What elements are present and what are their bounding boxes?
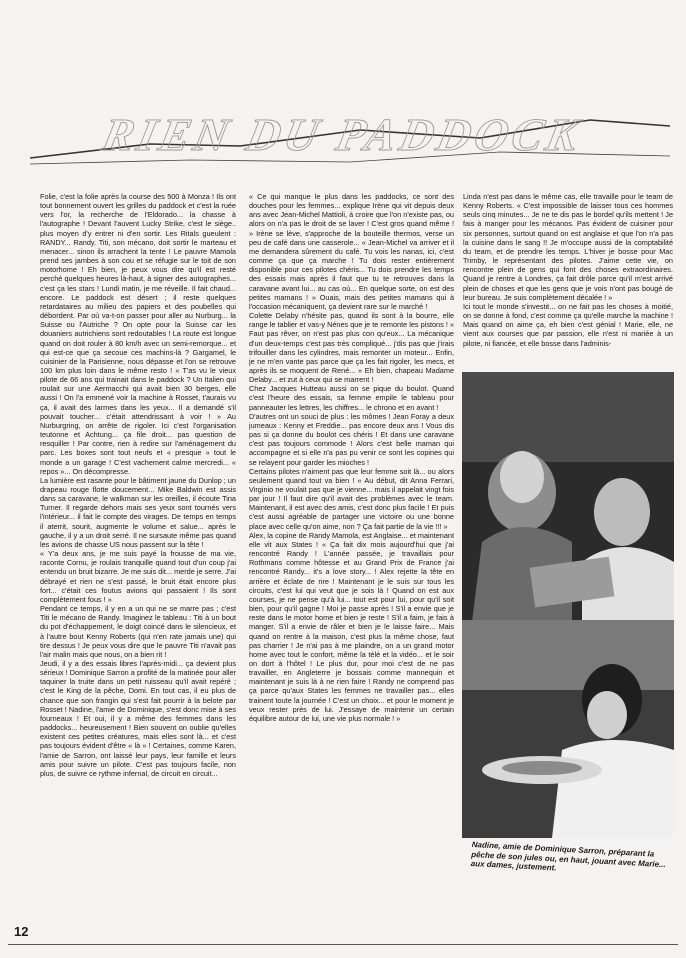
article-column-2 bbox=[249, 192, 454, 930]
paragraph: Folie, c'est la folie après la course des 500 à Monza ! Ils ont tout bonnement ouvert les grilles du paddock et c'est la ruée vers l'or, la recherche de l'Eldorado... la chasse à l'autographe ! Devant l'auvent Lucky Strike, c'est le siège.. plus moyen d'y entrer ni d'en sortir. Les Ritals gueulent : RANDY... Randy. Titi, son mécano, doit sortir le marteau et menacer... sinon ils arrachent la tente ! Le pauvre Mamola prend ses jambes à son cou et se réfugie sur le toit de son motorhome ! Eh bien, je peux vous dire qu'il est resté perché quelques heures là-haut, à signer des autographes... c'est ça les stars ! Lundi matin, je me réveille. Il fait chaud... encore. Le paddock est désert ; il reste quelques retardataires au milieu des papiers et des poubelles qui débordent. Par où va-t-on passer pour aller au Nurburg... la Suisse ou l'Autriche ? On opte pour la Suisse car les douaniers autrichiens sont redoutables ! La route est longue quand on doit rouler à 80 km/h avec un semi-remorque... et qui est-ce que ça secoue ces machins-là ? Gargamel, le cuisinier de la Parisienne, nous dépasse et l'on se retrouve 100 km plus loin dans le même resto ! « T'as vu le vieux pilote de 66 ans qui trainait dans le paddock ? Un Italien qui roulait sur une Aermacchi qui avait bien 30 berges, elle aussi ! On l'a emmené voir la machine à Rosset, t'aurais vu ça, il avait des larmes dans les yeux... Il a demandé s'il pouvait toucher... c'était attendrissant à voir ! » Au Nurburgring, on arrête de rigoler. Ici c'est l'organisation teutonne et Achtung... ça file droit... pas question de resquiller ! Par contre, rien à redire sur l'aménagement du parc. Les boxes sont tout neufs et « presque » tout le monde a un garage ! C'est vachement calme mercredi... « repos »... On décompresse. bbox=[40, 192, 236, 476]
paragraph: La lumière est rasante pour le bâtiment jaune du Dunlop ; un drapeau rouge flotte doucement... Mike Baldwin est assis dans sa caravane, le walkman sur les oreilles, il écoute Tina Turner. Il regarde dehors mais ses yeux sont tournés vers l'intérieur... il fait le compte des virages. De temps en temps il aterrit, sourit, augmente le volume et salue... après le gauche, il y a un droit serré. Il ne sursaute même pas quand les avions de chasse US nous passent sur la tête ! bbox=[40, 475, 236, 549]
paragraph: Ici tout le monde s'investit... on ne fait pas les choses à moitié, on se donne à fond, c'est comme ça qu'elle marche la machine ! Mais quand on aime ça, eh bien c'est génial ! Marie, elle, ne vient aux courses que par passion, elle n'est ni mariée à un pilote, ni fiancée, et elle bosse dans l'adminis- bbox=[463, 301, 673, 348]
paragraph: Pendant ce temps, il y en a un qui ne se marre pas ; c'est Titi le mécano de Randy. Imaginez le tableau : Titi à un bout du pot d'échappement, le doigt coincé dans le silencieux, et à l'autre bout Kenny Roberts (qui n'en rate jamais une) qui tire dessus ! Je peux vous dire que le pauvre Titi n'avait pas l'air malin mais que nous, on a bien rit ! bbox=[40, 604, 236, 659]
photo-nadine-preparing-fish bbox=[462, 620, 674, 838]
article-column-1 bbox=[40, 192, 236, 930]
paragraph: Alex, la copine de Randy Mamola, est Anglaise... et maintenant elle vit aux States ! « Ça fait dix mois aujourd'hui que j'ai rencontré Randy ! L'année passée, je travaillais pour Rothmans comme hôtesse et au Grand Prix de France j'ai rencontré Randy... it's a love story... ! Alex rejette la tête en arrière et éclate de rire ! Maintenant je le suis sur tous les circuits, c'est lui qui veut que je sois là ! Quand on est aux courses, je ne pense qu'à lui... tout est pour lui, pour qu'il soit bien, pour qu'il gagne ! Moi je passe après ! S'il a envie que je reste dans le motor home et bien je reste ! S'il a faim, je fais à manger. S'il a envie de râler et bien je le laisse faire... Mais quand on rentre à la maison, c'est plus la même chose, faut pas charrier ! Je n'ai pas à me plaindre, on a un grand motor home avec tout le confort, même la télé et la vidéo... et le soir on dort à l'hôtel ! Le plus dur, pour moi c'est de ne pas travailler, en Angleterre je bossais comme mannequin et maintenant je suis là à ne rien faire ! Randy ne comprend pas ça parce qu'aux States les femmes ne travailler pas... elles trainent toute la journée ! C'est un choix... et pour le moment je veux rester près de lui. J'essaye de maintenir un certain équilibre autour de lui, une vie plus normale ! » bbox=[249, 530, 454, 723]
paragraph: D'autres ont un souci de plus : les mômes ! Jean Foray a deux jumeaux : Kenny et Freddie... pas encore deux ans ! Vous dis pas si ça donne du boulot ces chéris ! Et dans une caravane c'est pas toujours commode ! Alors c'est belle maman qui accompagne et si elle n'a pas pu venir ce sont les copines qui se relayent pour garder les mioches ! bbox=[249, 411, 454, 467]
bottom-rule bbox=[8, 944, 678, 945]
paragraph: Colette Delaby n'hésite pas, quand ils sont à la bourre, elle range le tablier et vas-y Nénes que je te remonte les pistons ! » Faut pas rêver, on n'est pas plus con qu'eux... La mécanique d'un deux-temps c'est pas très compliqué... j'dis pas que j'irais trifouiller dans les cylindres, mais remonter un moteur... Enfin, je ne m'en vante pas parce que ça les fait rigoler, les mecs, et après ils se moquent de René... » Eh bien, chapeau Madame Delaby... et zut à ceux qui se marrent ! bbox=[249, 311, 454, 385]
photo-caption: Nadine, amie de Dominique Sarron, préparant la pêche de son jules ou, en haut, jouant avec Marie... aux dames, justement. bbox=[470, 840, 666, 873]
article-column-3 bbox=[463, 192, 673, 370]
page-number: 12 bbox=[14, 924, 29, 939]
header-title-banner bbox=[30, 100, 670, 175]
paragraph: Linda n'est pas dans le même cas, elle travaille pour le team de Kenny Roberts. « C'est impossible de laisser tous ces hommes seuls cinq minutes... Je ne te dis pas le bordel qu'ils mettent ! Je fais à manger pour les mécanos. Pas évident de cuisiner pour six personnes, surtout quand on est anglaise et que l'on n'a pas la cuisine dans le sang !! Je m'occupe aussi de la comptabilité du team, et de prendre les temps. L'hiver je bosse pour Mac Trimby, le représentant des pilotes. J'aime cette vie, on rencontre plein de gens qui font des choses extraordinaires. Quand je rentre à Londres, ça fait drôle parce qu'il m'est arrivé plein de choses et que les gens que je vois n'ont pas bougé de leur bureau. Je suis complètement décalée ! » bbox=[463, 192, 673, 302]
paragraph: « Y'a deux ans, je me suis payé la frousse de ma vie, raconte Cornu, je roulais tranquille quand tout d'un coup j'ai entendu un bruit bizarre. Je me suis dit... merde je serre. J'ai débrayé et rien ne s'est passé, le bruit était encore plus fort... c'était ces foutus avions qui passaient ! Ils sont complètement fous ! » bbox=[40, 549, 236, 604]
paragraph: Jeudi, il y a des essais libres l'après-midi... ça devient plus sérieux ! Dominique Sarron a profité de la matinée pour aller taquiner la truite dans un petit ruisseau qu'il avait repéré ; c'est le King de la pêche, Domi. En tout cas, il eu plus de chance que son frangin qui s'est fait pourrir à la belote par Rosset ! Nadine, l'amie de Dominique, s'est donc mise à ses fourneaux ! Et oui, il y a même des femmes dans les paddocks... heureusement ! Bien souvent on oublie qu'elles existent ces petites créatures, mais elles sont là... et c'est pas toujours évident d'être « là » ! Certaines, comme Karen, l'amie de Sarron, ont laissé leur pays, leur famille et leurs amis pour suivre un pilote. C'est pas toujours facile, non plus, de suivre ce rythme infernal, de circuit en circuit... bbox=[40, 658, 236, 778]
header-title: RIEN DU PADDOCK bbox=[97, 110, 587, 161]
paragraph: « Ce qui manque le plus dans les paddocks, ce sont des douches pour les femmes... explique Irène qui vit depuis deux ans avec Jean-Michel Mattioli, à croire que l'on n'existe pas, ou alors on n'a pas le droit de se laver ! C'est gros quand même ! » Irène se lève, s'approche de la bouteille thermos, verse un peu de café dans une casserole... « Jean-Michel va arriver et il me demandera sûrement du café. Tu vois les nanas, ici, c'est comme ça que ça marche ! Tu dois rester entièrement disponible pour ces pilotes chéris... Tu dois prendre les temps des essais mais après il faut que tu te retrouves dans la caravane avant lui... au cas où... En quelque sorte, on est des petites mamans ! » Ouais, mais des petites mamans qui à l'occasion mécaniquent, ça devient rare sur le marché ! bbox=[249, 192, 454, 311]
paragraph: Chez Jacques Hutteau aussi on se pique du boulot. Quand c'est l'heure des essais, sa femme empile le tableau pour panneauter les lettres, les chiffres... le chrono et en avant ! bbox=[249, 384, 454, 412]
paragraph: Certains pilotes n'aiment pas que leur femme soit là... ou alors seulement quand tout va bien ! « Au début, dit Anna Ferrari, Virginio ne voulait pas que je vienne... mais il appelait vingt fois par jour ! Il faut dire qu'il avait des problèmes avec le team. Maintenant, il est avec des amis, c'est donc plus facile ! Et puis c'est aussi agréable de partager une victoire ou une bonne place avec celle qu'on aime, non ? Ça fait partie de la vie !!! » bbox=[249, 466, 454, 531]
photo-women-playing-checkers bbox=[462, 372, 674, 622]
header-title-graphic bbox=[30, 100, 670, 175]
